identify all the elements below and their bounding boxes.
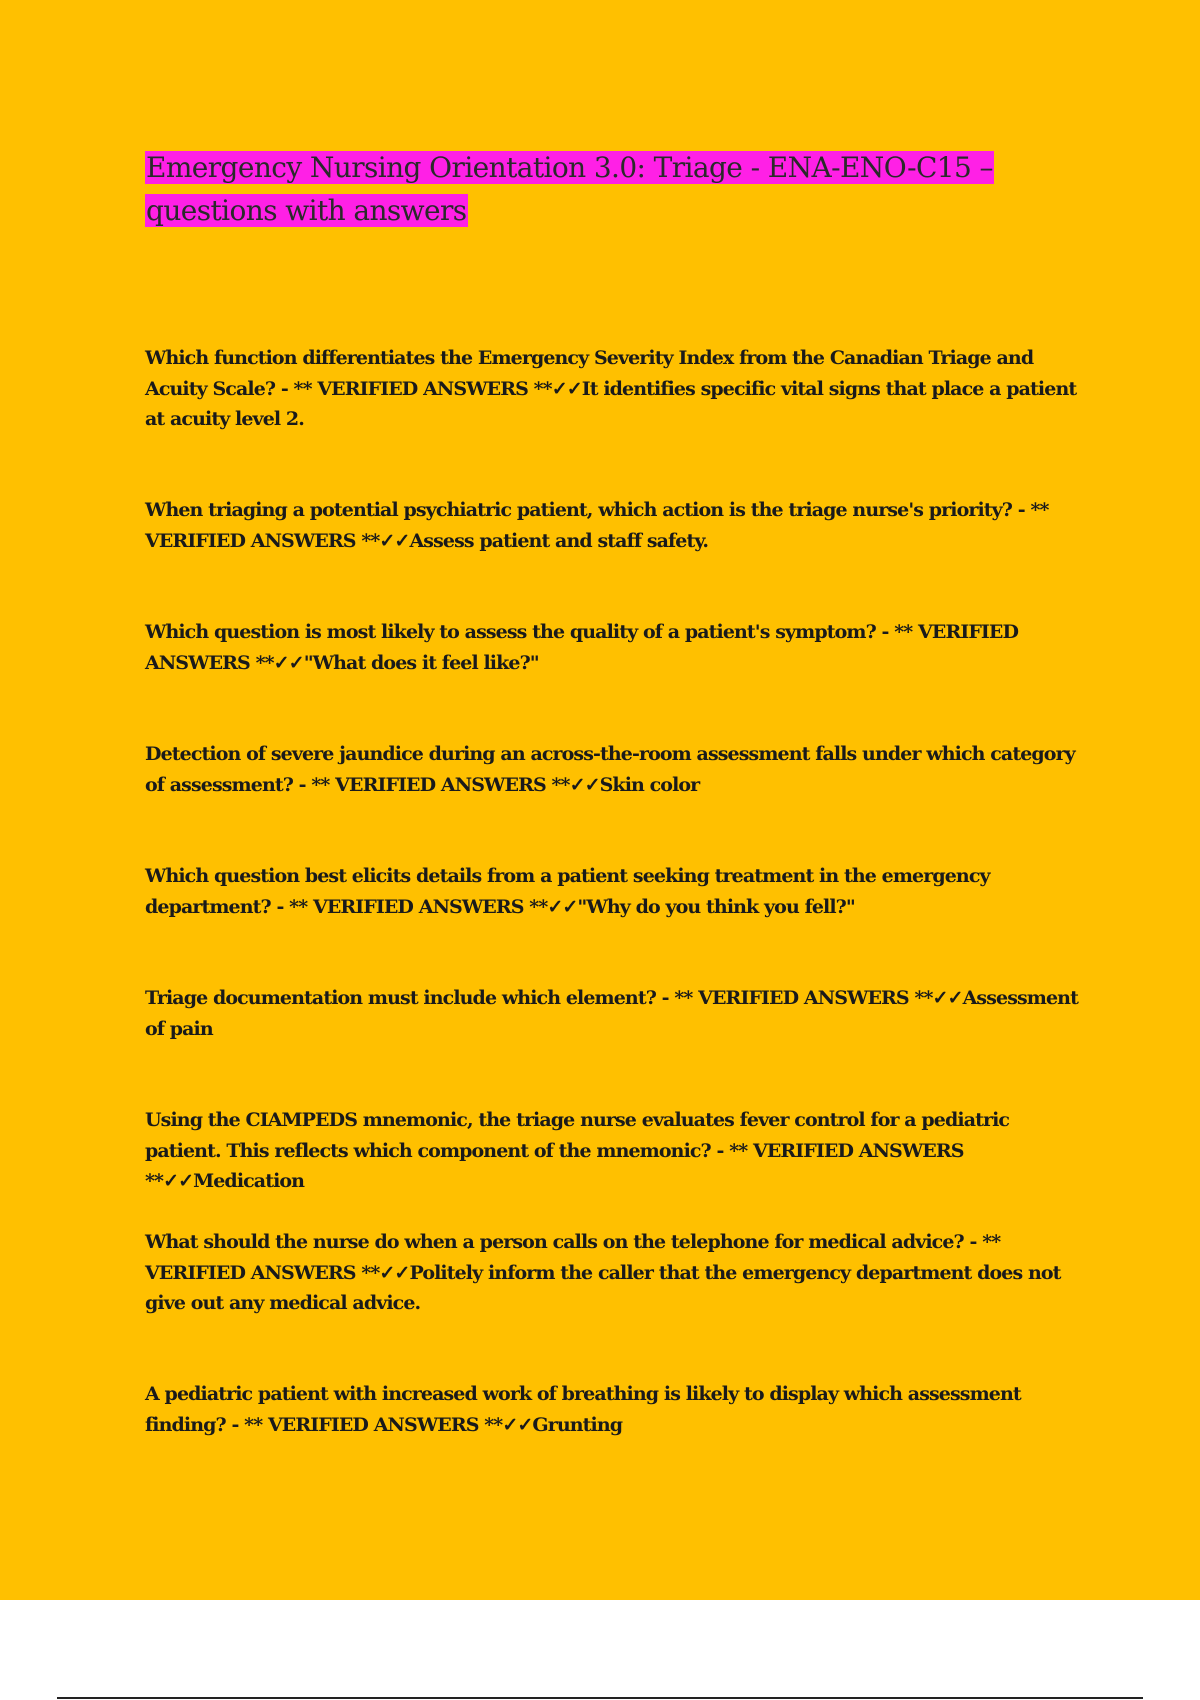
- qa-item: Triage documentation must include which element? - ** VERIFIED ANSWERS **✓✓Assessment of pain: [145, 987, 1078, 1040]
- qa-item: Detection of severe jaundice during an across-the-room assessment falls under which category of assessment? - ** VERIFIED ANSWERS **✓✓Skin color: [145, 743, 1075, 796]
- qa-item: Which function differentiates the Emergency Severity Index from the Canadian Triage and Acuity Scale? - ** VERIFIED ANSWERS **✓✓It identifies specific vital signs that place a patient at acuity level 2.: [145, 347, 1077, 430]
- title-highlight-line-1: Emergency Nursing Orientation 3.0: Triage - ENA-ENO-C15 –: [146, 151, 993, 184]
- title-highlight-line-2: questions with answers: [146, 194, 467, 227]
- qa-item: A pediatric patient with increased work of breathing is likely to display which assessment finding? - ** VERIFIED ANSWERS **✓✓Grunting: [145, 1383, 1021, 1436]
- footer-divider: [57, 1697, 1143, 1699]
- qa-item: Which question is most likely to assess the quality of a patient's symptom? - ** VERIFIED ANSWERS **✓✓"What does it feel like?": [145, 621, 1019, 674]
- qa-item: Which question best elicits details from a patient seeking treatment in the emergency department? - ** VERIFIED ANSWERS **✓✓"Why do you think you fell?": [145, 865, 990, 918]
- qa-item: Using the CIAMPEDS mnemonic, the triage nurse evaluates fever control for a pediatric patient. This reflects which component of the mnemonic? - ** VERIFIED ANSWERS **✓✓Medication: [145, 1109, 1010, 1192]
- qa-item: When triaging a potential psychiatric patient, which action is the triage nurse's priority? - ** VERIFIED ANSWERS **✓✓Assess patient and staff safety.: [145, 499, 1049, 552]
- document-title: [145, 146, 1065, 232]
- qa-item: What should the nurse do when a person calls on the telephone for medical advice? - ** VERIFIED ANSWERS **✓✓Politely inform the caller that the emergency department does not give out any medical advice.: [145, 1231, 1061, 1314]
